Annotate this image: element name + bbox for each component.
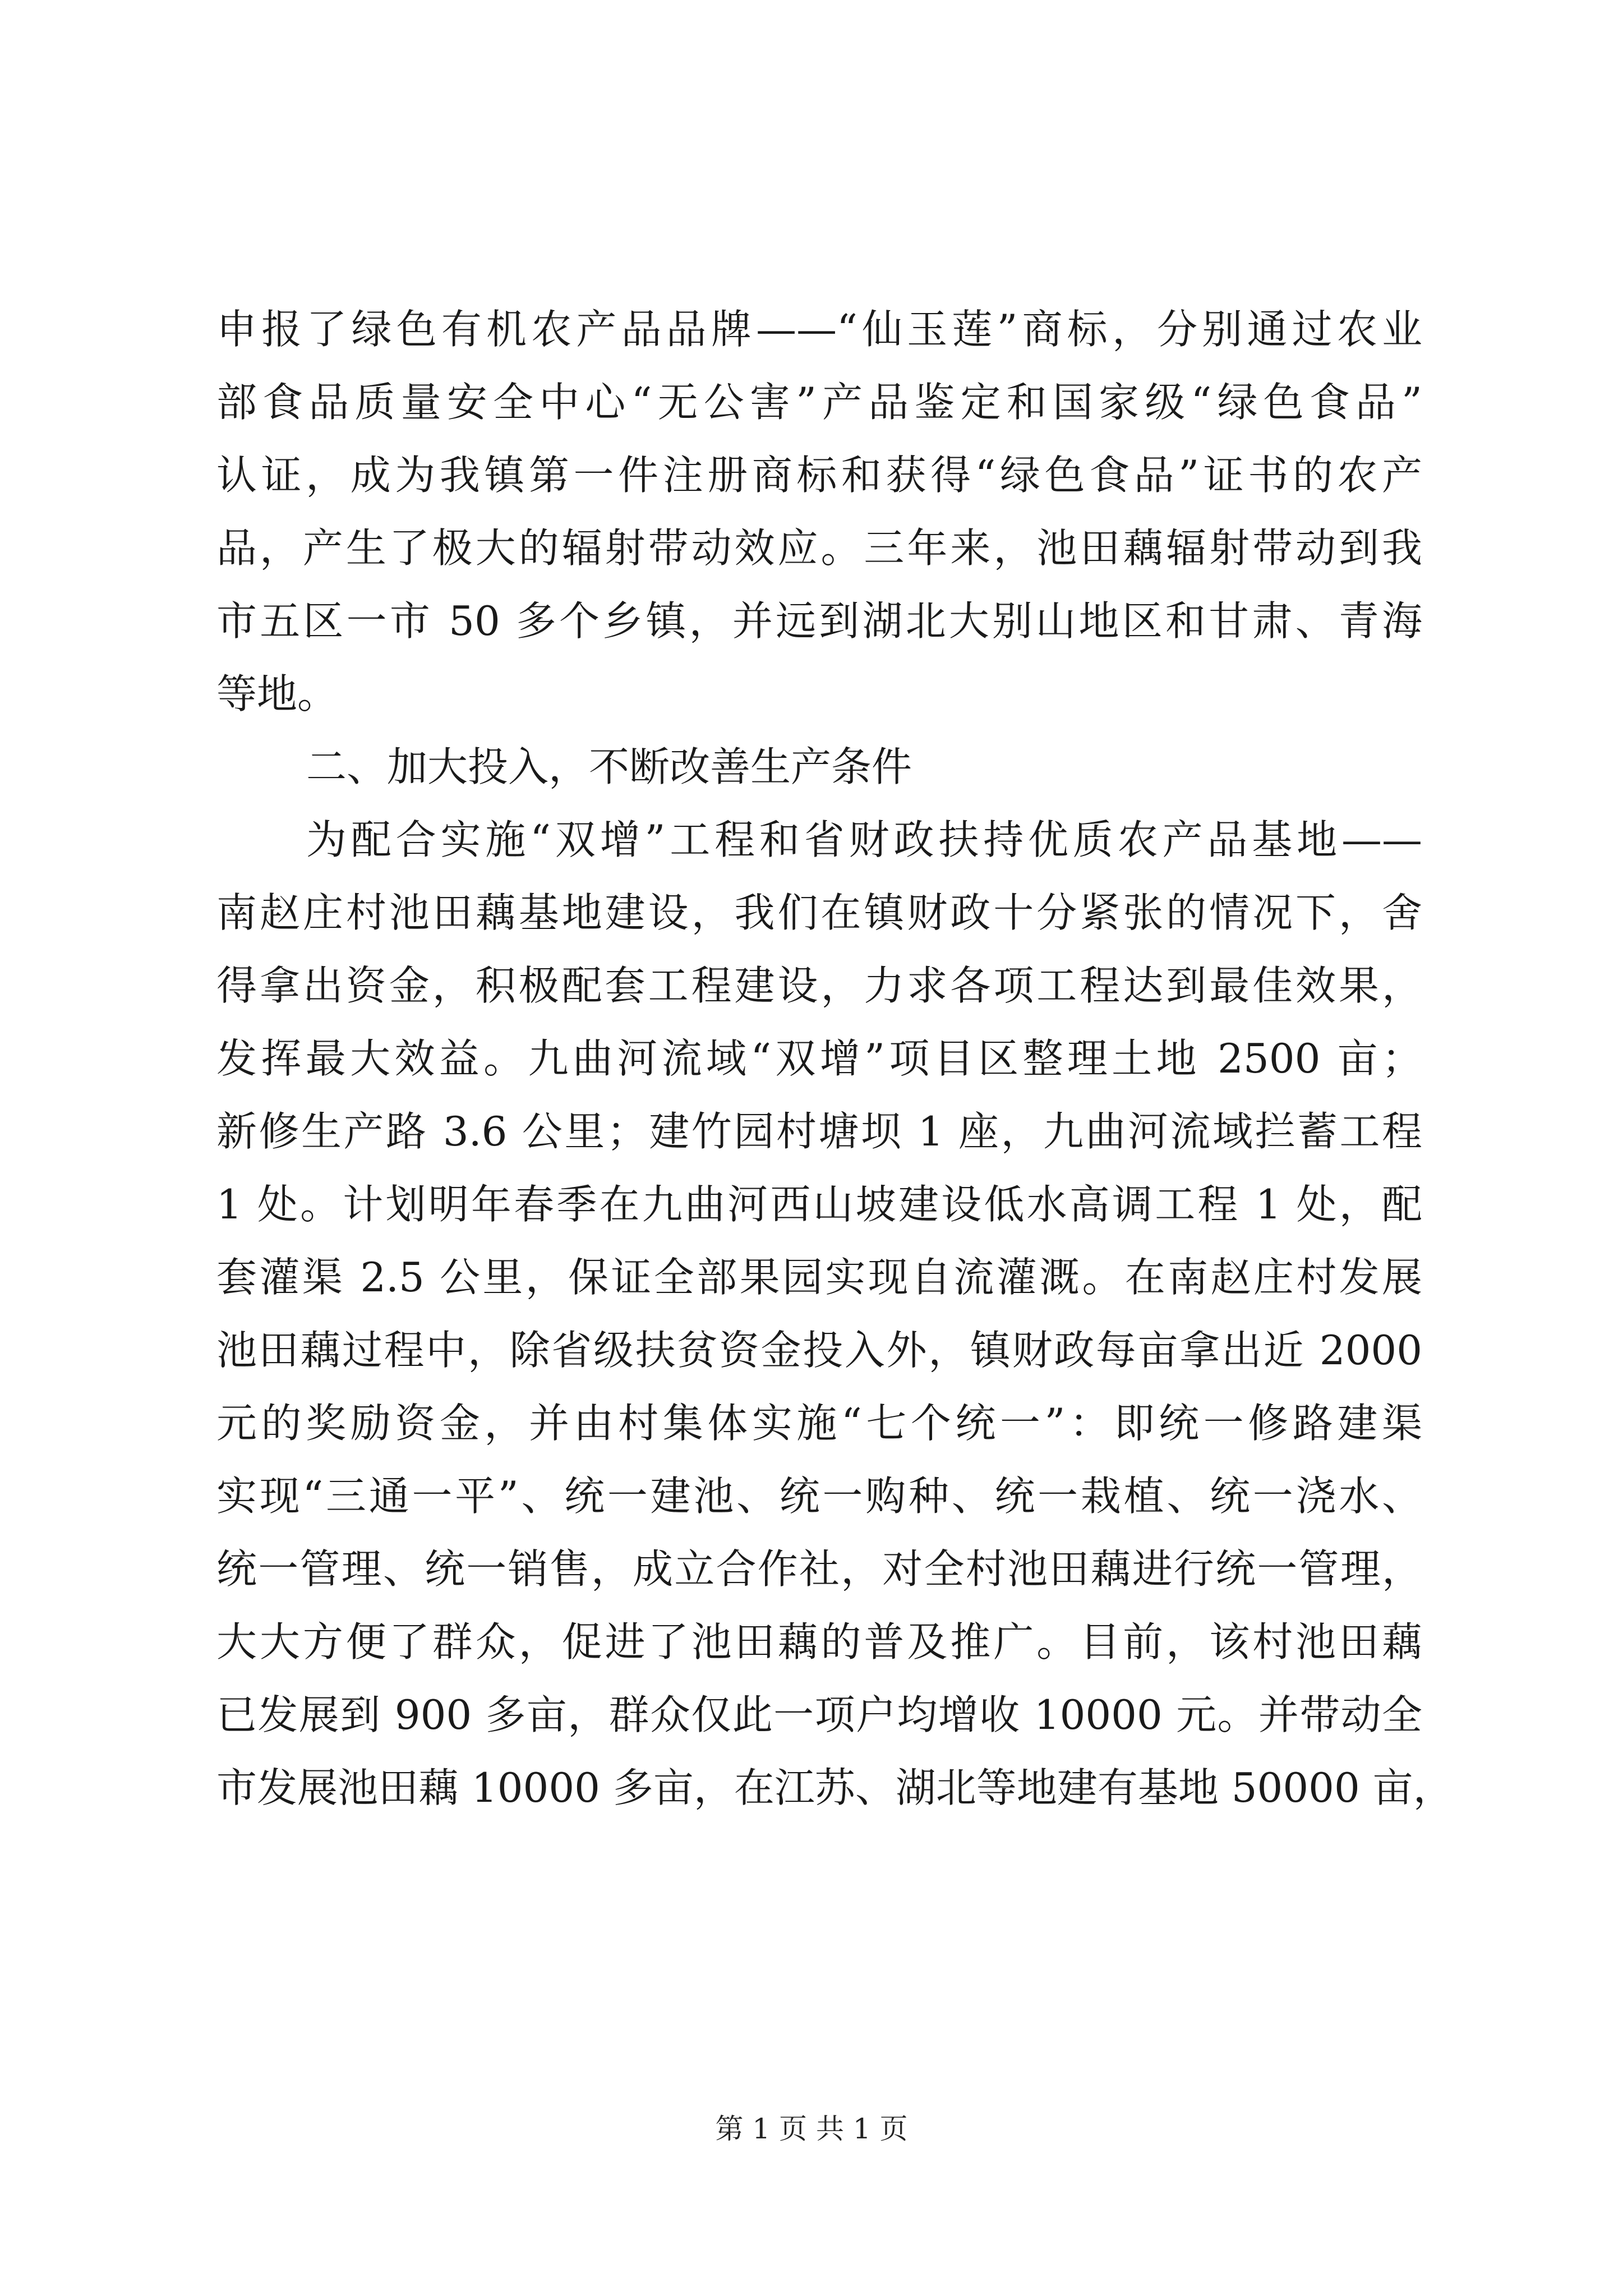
document-body <box>216 293 1454 1824</box>
page-footer <box>0 2109 1623 2148</box>
paragraph-line: 部食品质量安全中心“无公害”产品鉴定和国家级“绿色食品” <box>216 379 1422 426</box>
paragraph-line: 新修生产路 3.6 公里；建竹园村塘坝 1 座，九曲河流域拦蓄工程 <box>216 1108 1422 1155</box>
paragraph-line: 市五区一市 50 多个乡镇，并远到湖北大别山地区和甘肃、青海 <box>216 597 1422 645</box>
paragraph-line: 1 处。计划明年春季在九曲河西山坡建设低水高调工程 1 处，配 <box>216 1181 1422 1228</box>
paragraph-line: 套灌渠 2.5 公里，保证全部果园实现自流灌溉。在南赵庄村发展 <box>216 1254 1422 1301</box>
paragraph-line: 池田藕过程中，除省级扶贫资金投入外，镇财政每亩拿出近 2000 <box>216 1327 1422 1374</box>
paragraph-line: 得拿出资金，积极配套工程建设，力求各项工程达到最佳效果， <box>216 962 1422 1009</box>
paragraph-line: 为配合实施“双增”工程和省财政扶持优质农产品基地—— <box>306 816 1422 863</box>
paragraph-line: 认证，成为我镇第一件注册商标和获得“绿色食品”证书的农产 <box>216 452 1422 499</box>
paragraph-line: 等地。 <box>216 670 338 717</box>
paragraph-line: 发挥最大效益。九曲河流域“双增”项目区整理土地 2500 亩； <box>216 1035 1422 1082</box>
paragraph-line: 元的奖励资金，并由村集体实施“七个统一”：即统一修路建渠 <box>216 1400 1422 1447</box>
paragraph-line: 已发展到 900 多亩，群众仅此一项户均增收 10000 元。并带动全 <box>216 1691 1422 1738</box>
section-heading: 二、加大投入，不断改善生产条件 <box>306 743 912 790</box>
paragraph-line: 市发展池田藕 10000 多亩，在江苏、湖北等地建有基地 50000 亩， <box>216 1764 1454 1811</box>
paragraph-line: 统一管理、统一销售，成立合作社，对全村池田藕进行统一管理， <box>216 1545 1422 1593</box>
paragraph-line: 大大方便了群众，促进了池田藕的普及推广。目前，该村池田藕 <box>216 1618 1422 1665</box>
paragraph-line: 申报了绿色有机农产品品牌——“仙玉莲”商标，分别通过农业 <box>216 306 1422 353</box>
page-number: 第 1 页 共 1 页 <box>715 2113 908 2145</box>
paragraph-line: 品，产生了极大的辐射带动效应。三年来，池田藕辐射带动到我 <box>216 524 1422 572</box>
paragraph-line: 南赵庄村池田藕基地建设，我们在镇财政十分紧张的情况下，舍 <box>216 889 1422 936</box>
paragraph-line: 实现“三通一平”、统一建池、统一购种、统一栽植、统一浇水、 <box>216 1473 1422 1520</box>
